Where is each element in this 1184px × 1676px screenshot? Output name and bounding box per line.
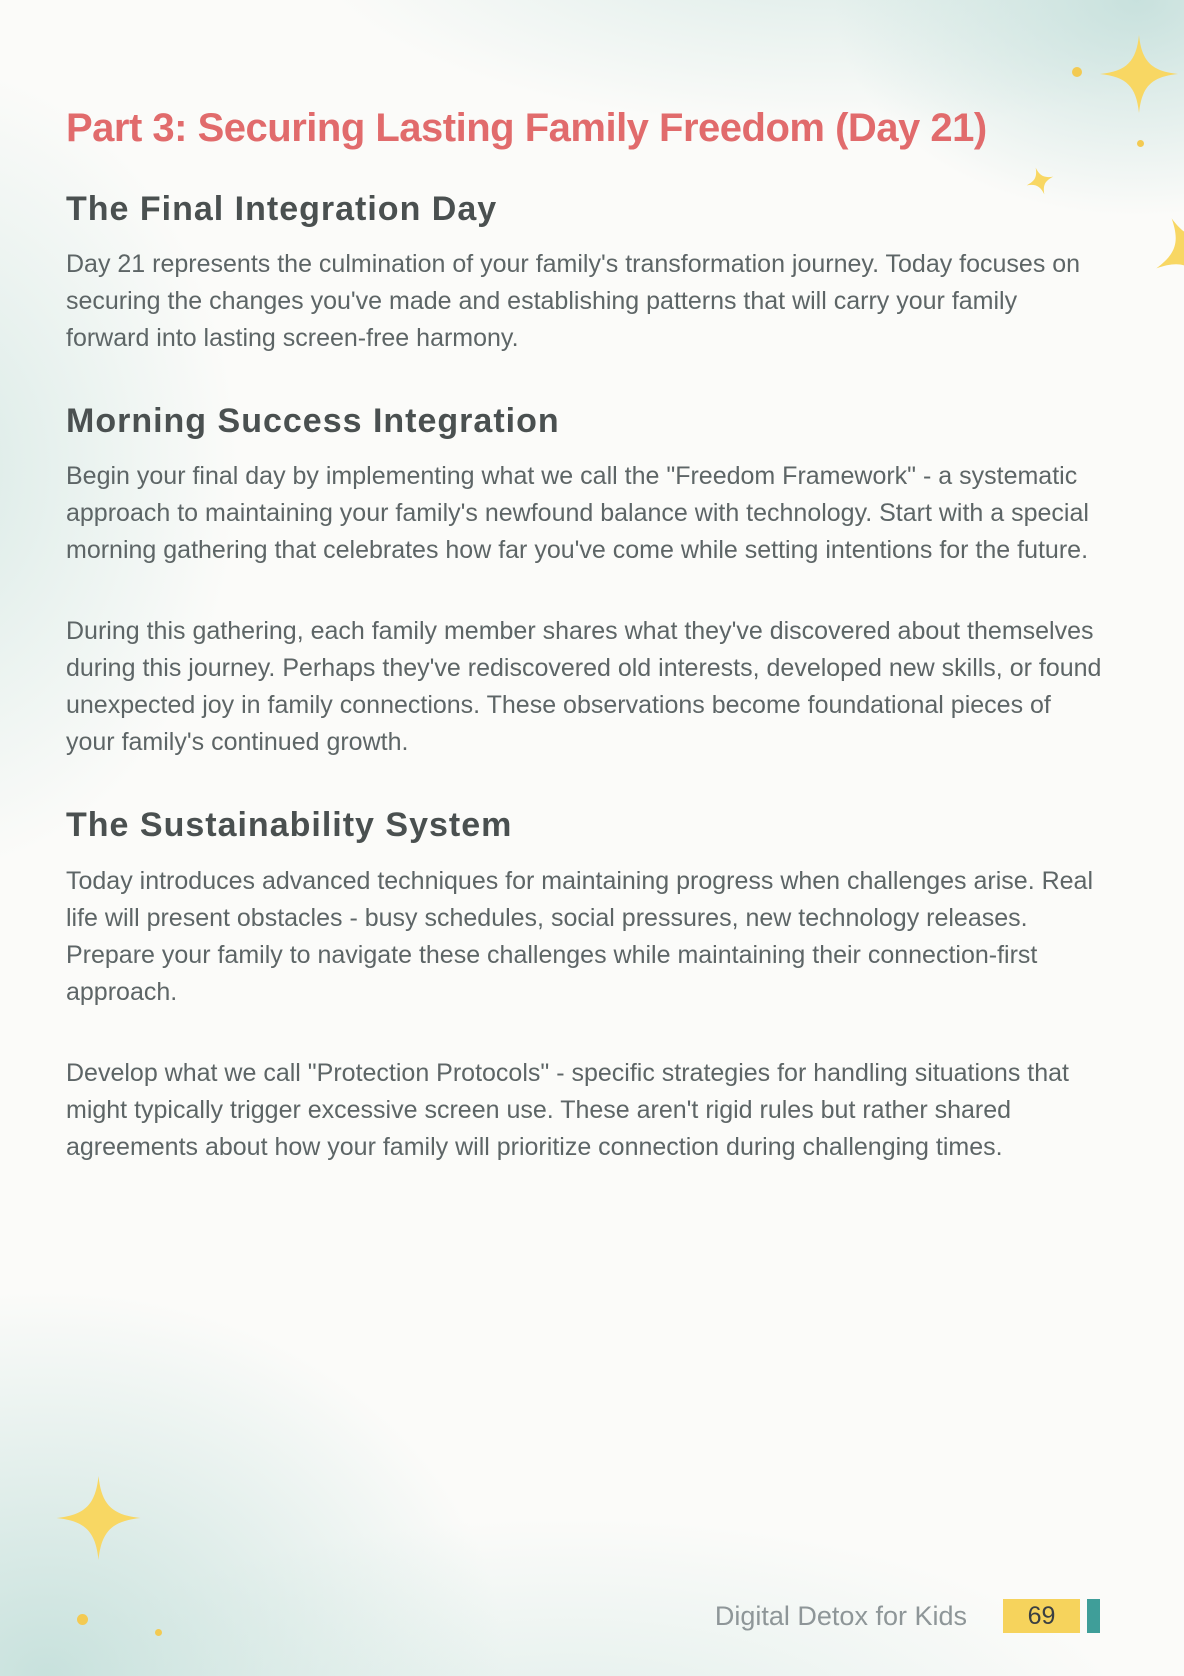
- page-number-badge: 69: [1003, 1599, 1080, 1633]
- section-heading: The Sustainability System: [66, 806, 513, 845]
- sparkle-dot-icon: [77, 1614, 88, 1625]
- paragraph: During this gathering, each family member shares what they've discovered about themselves during this journey. Perhaps they've rediscovered old interests, developed new skills, or found unexpected joy in family connections. These observations become foundational pieces of your family's continued growth.: [66, 617, 1102, 757]
- section-heading: The Final Integration Day: [66, 190, 498, 228]
- page-title: Part 3: Securing Lasting Family Freedom (Day 21): [66, 106, 987, 150]
- section-final-integration-day: [66, 187, 1118, 357]
- paragraph: Today introduces advanced techniques for maintaining progress when challenges arise. Real life will present obstacles - busy schedules, social pressures, new technology releases. Prepare your family to navigate these challenges while maintaining their connection-first approach.: [66, 866, 1094, 1006]
- sparkle-dot-icon: [1072, 67, 1082, 77]
- sparkle-dot-icon: [155, 1629, 162, 1636]
- footer-book-title: Digital Detox for Kids: [714, 1600, 967, 1631]
- paragraph: Develop what we call "Protection Protocols" - specific strategies for handling situations that might typically trigger excessive screen use. These aren't rigid rules but rather shared agreements about how your family will prioritize connection during challenging times.: [66, 1058, 1069, 1161]
- sparkle-icon: [55, 1476, 142, 1560]
- section-heading: Morning Success Integration: [66, 402, 560, 441]
- footer-accent-bar: [1087, 1599, 1100, 1633]
- section-morning-success-integration: [66, 399, 1118, 761]
- section-sustainability-system: [66, 803, 1118, 1165]
- page-footer: [715, 1599, 1100, 1633]
- paragraph: Day 21 represents the culmination of your family's transformation journey. Today focuses on securing the changes you've made and establishing patterns that will carry your family forward into lasting screen-free harmony.: [66, 250, 1081, 353]
- paragraph: Begin your final day by implementing what we call the "Freedom Framework" - a systematic approach to maintaining your family's newfound balance with technology. Start with a special morning gathering that celebrates how far you've come while setting intentions for the future.: [66, 462, 1089, 565]
- content-area: [0, 103, 1184, 1166]
